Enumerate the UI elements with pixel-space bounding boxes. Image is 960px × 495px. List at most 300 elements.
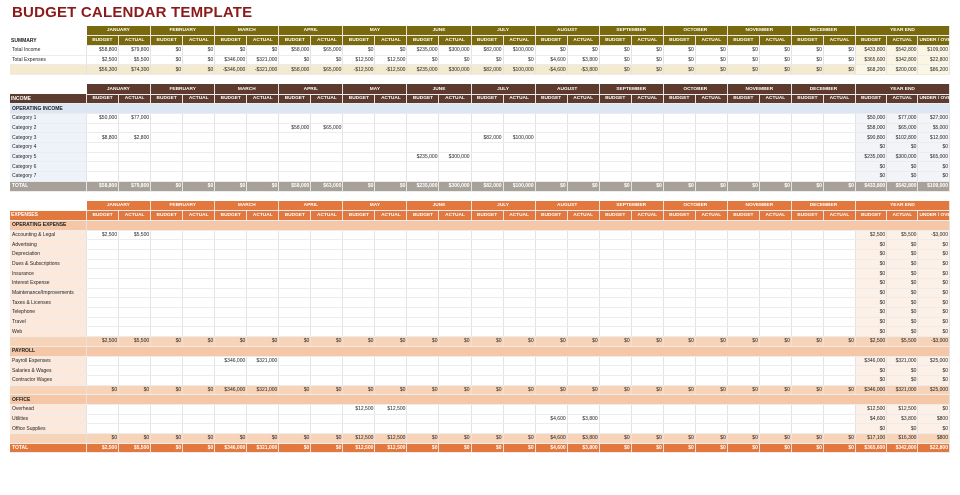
value-cell[interactable]: $0 bbox=[567, 337, 599, 347]
value-cell[interactable]: $0 bbox=[791, 45, 823, 55]
value-cell[interactable] bbox=[247, 249, 279, 259]
value-cell[interactable] bbox=[407, 249, 439, 259]
value-cell[interactable] bbox=[535, 308, 567, 318]
value-cell[interactable] bbox=[791, 240, 823, 250]
value-cell[interactable]: $0 bbox=[887, 288, 918, 298]
value-cell[interactable] bbox=[695, 356, 727, 366]
value-cell[interactable] bbox=[567, 356, 599, 366]
value-cell[interactable] bbox=[567, 366, 599, 376]
value-cell[interactable] bbox=[343, 123, 375, 133]
value-cell[interactable] bbox=[663, 279, 695, 289]
value-cell[interactable] bbox=[311, 269, 343, 279]
value-cell[interactable] bbox=[695, 123, 727, 133]
value-cell[interactable] bbox=[599, 123, 631, 133]
value-cell[interactable] bbox=[183, 375, 215, 385]
value-cell[interactable] bbox=[791, 366, 823, 376]
value-cell[interactable]: $800 bbox=[918, 414, 950, 424]
value-cell[interactable] bbox=[311, 133, 343, 143]
value-cell[interactable]: $346,000 bbox=[215, 385, 247, 395]
value-cell[interactable] bbox=[151, 414, 183, 424]
value-cell[interactable] bbox=[503, 172, 535, 182]
value-cell[interactable] bbox=[311, 308, 343, 318]
value-cell[interactable]: $100,000 bbox=[503, 133, 535, 143]
value-cell[interactable] bbox=[471, 143, 503, 153]
value-cell[interactable]: $68,200 bbox=[855, 65, 886, 75]
value-cell[interactable] bbox=[279, 249, 311, 259]
value-cell[interactable] bbox=[535, 356, 567, 366]
value-cell[interactable] bbox=[311, 356, 343, 366]
value-cell[interactable] bbox=[503, 230, 535, 240]
value-cell[interactable]: $5,500 bbox=[887, 337, 918, 347]
value-cell[interactable]: $0 bbox=[215, 434, 247, 444]
value-cell[interactable] bbox=[183, 114, 215, 124]
value-cell[interactable] bbox=[407, 356, 439, 366]
value-cell[interactable] bbox=[503, 327, 535, 337]
value-cell[interactable]: $0 bbox=[343, 45, 375, 55]
value-cell[interactable] bbox=[407, 123, 439, 133]
value-cell[interactable] bbox=[695, 288, 727, 298]
value-cell[interactable]: $0 bbox=[918, 366, 950, 376]
value-cell[interactable] bbox=[759, 152, 791, 162]
value-cell[interactable] bbox=[727, 366, 759, 376]
value-cell[interactable] bbox=[823, 414, 855, 424]
value-cell[interactable]: $0 bbox=[918, 375, 950, 385]
value-cell[interactable]: $0 bbox=[151, 385, 183, 395]
value-cell[interactable] bbox=[279, 356, 311, 366]
value-cell[interactable] bbox=[119, 152, 151, 162]
value-cell[interactable] bbox=[727, 133, 759, 143]
value-cell[interactable] bbox=[215, 269, 247, 279]
value-cell[interactable] bbox=[151, 356, 183, 366]
value-cell[interactable] bbox=[471, 114, 503, 124]
value-cell[interactable]: $0 bbox=[375, 181, 407, 191]
value-cell[interactable] bbox=[375, 327, 407, 337]
value-cell[interactable]: $0 bbox=[407, 443, 439, 453]
value-cell[interactable]: $0 bbox=[247, 45, 279, 55]
value-cell[interactable]: $0 bbox=[887, 375, 918, 385]
value-cell[interactable] bbox=[535, 366, 567, 376]
value-cell[interactable]: $0 bbox=[759, 443, 791, 453]
value-cell[interactable] bbox=[823, 404, 855, 414]
value-cell[interactable] bbox=[791, 414, 823, 424]
value-cell[interactable] bbox=[599, 298, 631, 308]
value-cell[interactable]: $0 bbox=[918, 288, 950, 298]
value-cell[interactable] bbox=[439, 114, 471, 124]
value-cell[interactable] bbox=[567, 279, 599, 289]
value-cell[interactable]: $58,800 bbox=[87, 181, 119, 191]
value-cell[interactable] bbox=[119, 298, 151, 308]
value-cell[interactable] bbox=[759, 230, 791, 240]
value-cell[interactable]: $0 bbox=[759, 181, 791, 191]
value-cell[interactable]: $346,000 bbox=[215, 55, 247, 65]
value-cell[interactable]: $0 bbox=[855, 269, 886, 279]
value-cell[interactable] bbox=[759, 308, 791, 318]
value-cell[interactable] bbox=[407, 114, 439, 124]
value-cell[interactable] bbox=[727, 298, 759, 308]
value-cell[interactable]: $12,500 bbox=[343, 55, 375, 65]
value-cell[interactable]: $0 bbox=[439, 434, 471, 444]
value-cell[interactable] bbox=[567, 375, 599, 385]
value-cell[interactable]: $79,800 bbox=[119, 181, 151, 191]
value-cell[interactable]: $0 bbox=[215, 181, 247, 191]
value-cell[interactable] bbox=[471, 269, 503, 279]
value-cell[interactable] bbox=[823, 133, 855, 143]
value-cell[interactable] bbox=[279, 152, 311, 162]
value-cell[interactable]: $0 bbox=[599, 385, 631, 395]
value-cell[interactable] bbox=[343, 288, 375, 298]
value-cell[interactable] bbox=[791, 249, 823, 259]
value-cell[interactable]: $0 bbox=[855, 424, 886, 434]
value-cell[interactable] bbox=[279, 424, 311, 434]
value-cell[interactable]: $0 bbox=[918, 404, 950, 414]
value-cell[interactable] bbox=[631, 249, 663, 259]
value-cell[interactable] bbox=[311, 424, 343, 434]
value-cell[interactable]: -$3,800 bbox=[567, 65, 599, 75]
value-cell[interactable]: $63,000 bbox=[311, 181, 343, 191]
value-cell[interactable]: $0 bbox=[695, 45, 727, 55]
value-cell[interactable] bbox=[311, 288, 343, 298]
value-cell[interactable] bbox=[599, 143, 631, 153]
value-cell[interactable]: $12,500 bbox=[375, 443, 407, 453]
value-cell[interactable] bbox=[599, 279, 631, 289]
value-cell[interactable]: $0 bbox=[503, 434, 535, 444]
value-cell[interactable] bbox=[87, 308, 119, 318]
value-cell[interactable] bbox=[375, 317, 407, 327]
value-cell[interactable] bbox=[439, 249, 471, 259]
value-cell[interactable]: $77,000 bbox=[119, 114, 151, 124]
value-cell[interactable] bbox=[87, 269, 119, 279]
value-cell[interactable] bbox=[727, 240, 759, 250]
value-cell[interactable] bbox=[823, 240, 855, 250]
value-cell[interactable] bbox=[503, 414, 535, 424]
value-cell[interactable]: $56,300 bbox=[87, 65, 119, 75]
value-cell[interactable] bbox=[215, 308, 247, 318]
value-cell[interactable] bbox=[407, 279, 439, 289]
value-cell[interactable] bbox=[439, 269, 471, 279]
value-cell[interactable] bbox=[183, 249, 215, 259]
value-cell[interactable]: $0 bbox=[151, 181, 183, 191]
value-cell[interactable] bbox=[471, 288, 503, 298]
value-cell[interactable]: $0 bbox=[727, 337, 759, 347]
value-cell[interactable] bbox=[215, 288, 247, 298]
value-cell[interactable]: $0 bbox=[791, 385, 823, 395]
value-cell[interactable] bbox=[311, 259, 343, 269]
value-cell[interactable]: $58,000 bbox=[279, 181, 311, 191]
value-cell[interactable] bbox=[567, 288, 599, 298]
value-cell[interactable]: $542,800 bbox=[887, 45, 918, 55]
value-cell[interactable] bbox=[823, 249, 855, 259]
value-cell[interactable]: $0 bbox=[119, 385, 151, 395]
value-cell[interactable]: $0 bbox=[663, 65, 695, 75]
value-cell[interactable]: $321,000 bbox=[887, 356, 918, 366]
value-cell[interactable]: $0 bbox=[599, 55, 631, 65]
value-cell[interactable] bbox=[439, 327, 471, 337]
value-cell[interactable] bbox=[823, 327, 855, 337]
value-cell[interactable] bbox=[151, 366, 183, 376]
value-cell[interactable] bbox=[343, 162, 375, 172]
value-cell[interactable] bbox=[215, 327, 247, 337]
value-cell[interactable]: $300,000 bbox=[439, 181, 471, 191]
value-cell[interactable] bbox=[311, 152, 343, 162]
value-cell[interactable] bbox=[599, 404, 631, 414]
value-cell[interactable] bbox=[183, 414, 215, 424]
value-cell[interactable] bbox=[535, 288, 567, 298]
value-cell[interactable] bbox=[183, 317, 215, 327]
value-cell[interactable]: -$3,000 bbox=[918, 337, 950, 347]
value-cell[interactable] bbox=[663, 240, 695, 250]
value-cell[interactable] bbox=[151, 317, 183, 327]
value-cell[interactable] bbox=[407, 404, 439, 414]
value-cell[interactable]: $0 bbox=[535, 45, 567, 55]
value-cell[interactable] bbox=[535, 162, 567, 172]
value-cell[interactable] bbox=[247, 366, 279, 376]
value-cell[interactable] bbox=[727, 404, 759, 414]
value-cell[interactable] bbox=[631, 143, 663, 153]
value-cell[interactable] bbox=[375, 375, 407, 385]
value-cell[interactable]: $17,100 bbox=[855, 434, 886, 444]
value-cell[interactable] bbox=[599, 133, 631, 143]
value-cell[interactable] bbox=[343, 114, 375, 124]
value-cell[interactable] bbox=[119, 414, 151, 424]
value-cell[interactable] bbox=[247, 152, 279, 162]
value-cell[interactable]: $77,000 bbox=[887, 114, 918, 124]
value-cell[interactable]: $102,800 bbox=[887, 133, 918, 143]
value-cell[interactable] bbox=[599, 356, 631, 366]
value-cell[interactable] bbox=[695, 327, 727, 337]
value-cell[interactable]: $0 bbox=[695, 385, 727, 395]
value-cell[interactable]: $4,600 bbox=[535, 443, 567, 453]
value-cell[interactable] bbox=[535, 404, 567, 414]
value-cell[interactable]: $365,600 bbox=[855, 55, 886, 65]
value-cell[interactable] bbox=[407, 298, 439, 308]
value-cell[interactable]: $12,500 bbox=[343, 443, 375, 453]
value-cell[interactable]: $0 bbox=[247, 434, 279, 444]
value-cell[interactable] bbox=[119, 259, 151, 269]
value-cell[interactable] bbox=[823, 366, 855, 376]
value-cell[interactable] bbox=[279, 279, 311, 289]
value-cell[interactable] bbox=[631, 308, 663, 318]
value-cell[interactable] bbox=[247, 143, 279, 153]
value-cell[interactable] bbox=[759, 424, 791, 434]
value-cell[interactable] bbox=[503, 240, 535, 250]
value-cell[interactable] bbox=[663, 404, 695, 414]
value-cell[interactable] bbox=[727, 317, 759, 327]
value-cell[interactable] bbox=[439, 424, 471, 434]
value-cell[interactable]: $0 bbox=[887, 259, 918, 269]
value-cell[interactable] bbox=[535, 279, 567, 289]
value-cell[interactable] bbox=[727, 288, 759, 298]
value-cell[interactable] bbox=[151, 298, 183, 308]
value-cell[interactable] bbox=[535, 259, 567, 269]
value-cell[interactable] bbox=[247, 123, 279, 133]
value-cell[interactable] bbox=[471, 249, 503, 259]
value-cell[interactable] bbox=[823, 123, 855, 133]
value-cell[interactable]: $0 bbox=[407, 337, 439, 347]
value-cell[interactable] bbox=[119, 424, 151, 434]
value-cell[interactable]: $0 bbox=[471, 434, 503, 444]
value-cell[interactable] bbox=[567, 123, 599, 133]
value-cell[interactable] bbox=[535, 172, 567, 182]
value-cell[interactable] bbox=[439, 133, 471, 143]
value-cell[interactable] bbox=[151, 114, 183, 124]
value-cell[interactable] bbox=[663, 414, 695, 424]
value-cell[interactable] bbox=[87, 375, 119, 385]
value-cell[interactable] bbox=[503, 288, 535, 298]
value-cell[interactable] bbox=[439, 279, 471, 289]
value-cell[interactable] bbox=[87, 172, 119, 182]
value-cell[interactable]: $58,000 bbox=[279, 65, 311, 75]
value-cell[interactable]: $0 bbox=[375, 45, 407, 55]
value-cell[interactable] bbox=[215, 114, 247, 124]
value-cell[interactable]: -$12,500 bbox=[343, 65, 375, 75]
value-cell[interactable]: $0 bbox=[279, 443, 311, 453]
value-cell[interactable]: $0 bbox=[279, 55, 311, 65]
value-cell[interactable]: $0 bbox=[823, 337, 855, 347]
value-cell[interactable]: $50,000 bbox=[855, 114, 886, 124]
value-cell[interactable]: $0 bbox=[727, 181, 759, 191]
value-cell[interactable]: $0 bbox=[759, 434, 791, 444]
value-cell[interactable]: $321,000 bbox=[247, 356, 279, 366]
value-cell[interactable]: $0 bbox=[695, 434, 727, 444]
value-cell[interactable] bbox=[279, 269, 311, 279]
value-cell[interactable]: $0 bbox=[119, 434, 151, 444]
value-cell[interactable]: $0 bbox=[855, 327, 886, 337]
value-cell[interactable]: -$3,000 bbox=[918, 230, 950, 240]
value-cell[interactable] bbox=[311, 143, 343, 153]
value-cell[interactable]: $0 bbox=[407, 55, 439, 65]
value-cell[interactable] bbox=[279, 298, 311, 308]
value-cell[interactable] bbox=[471, 162, 503, 172]
value-cell[interactable] bbox=[119, 327, 151, 337]
value-cell[interactable]: $0 bbox=[759, 385, 791, 395]
value-cell[interactable]: $0 bbox=[599, 45, 631, 55]
value-cell[interactable] bbox=[663, 249, 695, 259]
value-cell[interactable] bbox=[663, 317, 695, 327]
value-cell[interactable]: $3,800 bbox=[567, 55, 599, 65]
value-cell[interactable] bbox=[599, 288, 631, 298]
value-cell[interactable]: $0 bbox=[887, 366, 918, 376]
value-cell[interactable] bbox=[375, 279, 407, 289]
value-cell[interactable] bbox=[759, 133, 791, 143]
value-cell[interactable] bbox=[183, 404, 215, 414]
value-cell[interactable]: $4,600 bbox=[855, 414, 886, 424]
value-cell[interactable]: $0 bbox=[663, 434, 695, 444]
value-cell[interactable] bbox=[695, 375, 727, 385]
value-cell[interactable] bbox=[215, 240, 247, 250]
value-cell[interactable] bbox=[695, 230, 727, 240]
value-cell[interactable] bbox=[151, 327, 183, 337]
value-cell[interactable] bbox=[151, 230, 183, 240]
value-cell[interactable] bbox=[471, 123, 503, 133]
value-cell[interactable]: $0 bbox=[599, 65, 631, 75]
value-cell[interactable]: $0 bbox=[918, 269, 950, 279]
value-cell[interactable] bbox=[151, 172, 183, 182]
value-cell[interactable]: $0 bbox=[151, 337, 183, 347]
value-cell[interactable] bbox=[183, 172, 215, 182]
value-cell[interactable] bbox=[407, 375, 439, 385]
value-cell[interactable]: $86,200 bbox=[918, 65, 950, 75]
value-cell[interactable] bbox=[279, 162, 311, 172]
value-cell[interactable] bbox=[119, 375, 151, 385]
value-cell[interactable] bbox=[87, 240, 119, 250]
value-cell[interactable] bbox=[247, 172, 279, 182]
value-cell[interactable] bbox=[311, 298, 343, 308]
value-cell[interactable] bbox=[727, 375, 759, 385]
value-cell[interactable] bbox=[791, 356, 823, 366]
value-cell[interactable]: $0 bbox=[887, 269, 918, 279]
value-cell[interactable] bbox=[407, 143, 439, 153]
value-cell[interactable]: $0 bbox=[855, 298, 886, 308]
value-cell[interactable] bbox=[151, 424, 183, 434]
value-cell[interactable]: $346,000 bbox=[855, 385, 886, 395]
value-cell[interactable] bbox=[727, 259, 759, 269]
value-cell[interactable]: $0 bbox=[791, 181, 823, 191]
value-cell[interactable] bbox=[631, 152, 663, 162]
value-cell[interactable]: $0 bbox=[599, 181, 631, 191]
value-cell[interactable]: $12,500 bbox=[375, 404, 407, 414]
value-cell[interactable] bbox=[407, 327, 439, 337]
value-cell[interactable] bbox=[535, 269, 567, 279]
value-cell[interactable] bbox=[599, 249, 631, 259]
value-cell[interactable]: $0 bbox=[567, 385, 599, 395]
value-cell[interactable] bbox=[87, 317, 119, 327]
value-cell[interactable]: $0 bbox=[727, 55, 759, 65]
value-cell[interactable] bbox=[567, 240, 599, 250]
value-cell[interactable] bbox=[727, 230, 759, 240]
value-cell[interactable] bbox=[471, 298, 503, 308]
value-cell[interactable]: $25,000 bbox=[918, 356, 950, 366]
value-cell[interactable]: $0 bbox=[247, 181, 279, 191]
value-cell[interactable] bbox=[439, 356, 471, 366]
value-cell[interactable] bbox=[823, 424, 855, 434]
value-cell[interactable]: $0 bbox=[887, 240, 918, 250]
value-cell[interactable] bbox=[439, 375, 471, 385]
value-cell[interactable]: $0 bbox=[823, 443, 855, 453]
value-cell[interactable]: $0 bbox=[918, 240, 950, 250]
value-cell[interactable] bbox=[791, 114, 823, 124]
value-cell[interactable]: $0 bbox=[887, 143, 918, 153]
value-cell[interactable] bbox=[663, 356, 695, 366]
value-cell[interactable] bbox=[631, 162, 663, 172]
value-cell[interactable]: $109,000 bbox=[918, 181, 950, 191]
value-cell[interactable] bbox=[183, 133, 215, 143]
value-cell[interactable] bbox=[343, 259, 375, 269]
value-cell[interactable] bbox=[791, 230, 823, 240]
value-cell[interactable] bbox=[599, 366, 631, 376]
value-cell[interactable] bbox=[791, 404, 823, 414]
value-cell[interactable] bbox=[407, 414, 439, 424]
value-cell[interactable] bbox=[471, 279, 503, 289]
value-cell[interactable]: $0 bbox=[343, 181, 375, 191]
value-cell[interactable] bbox=[343, 366, 375, 376]
value-cell[interactable] bbox=[215, 366, 247, 376]
value-cell[interactable]: $0 bbox=[855, 143, 886, 153]
value-cell[interactable]: $58,000 bbox=[855, 123, 886, 133]
value-cell[interactable] bbox=[183, 152, 215, 162]
value-cell[interactable]: $0 bbox=[887, 317, 918, 327]
value-cell[interactable] bbox=[695, 114, 727, 124]
value-cell[interactable] bbox=[87, 424, 119, 434]
value-cell[interactable] bbox=[823, 298, 855, 308]
value-cell[interactable] bbox=[183, 230, 215, 240]
value-cell[interactable]: $3,800 bbox=[567, 434, 599, 444]
value-cell[interactable] bbox=[375, 308, 407, 318]
value-cell[interactable]: $0 bbox=[439, 385, 471, 395]
value-cell[interactable]: $0 bbox=[918, 298, 950, 308]
value-cell[interactable] bbox=[567, 162, 599, 172]
value-cell[interactable] bbox=[471, 230, 503, 240]
value-cell[interactable]: $0 bbox=[791, 434, 823, 444]
